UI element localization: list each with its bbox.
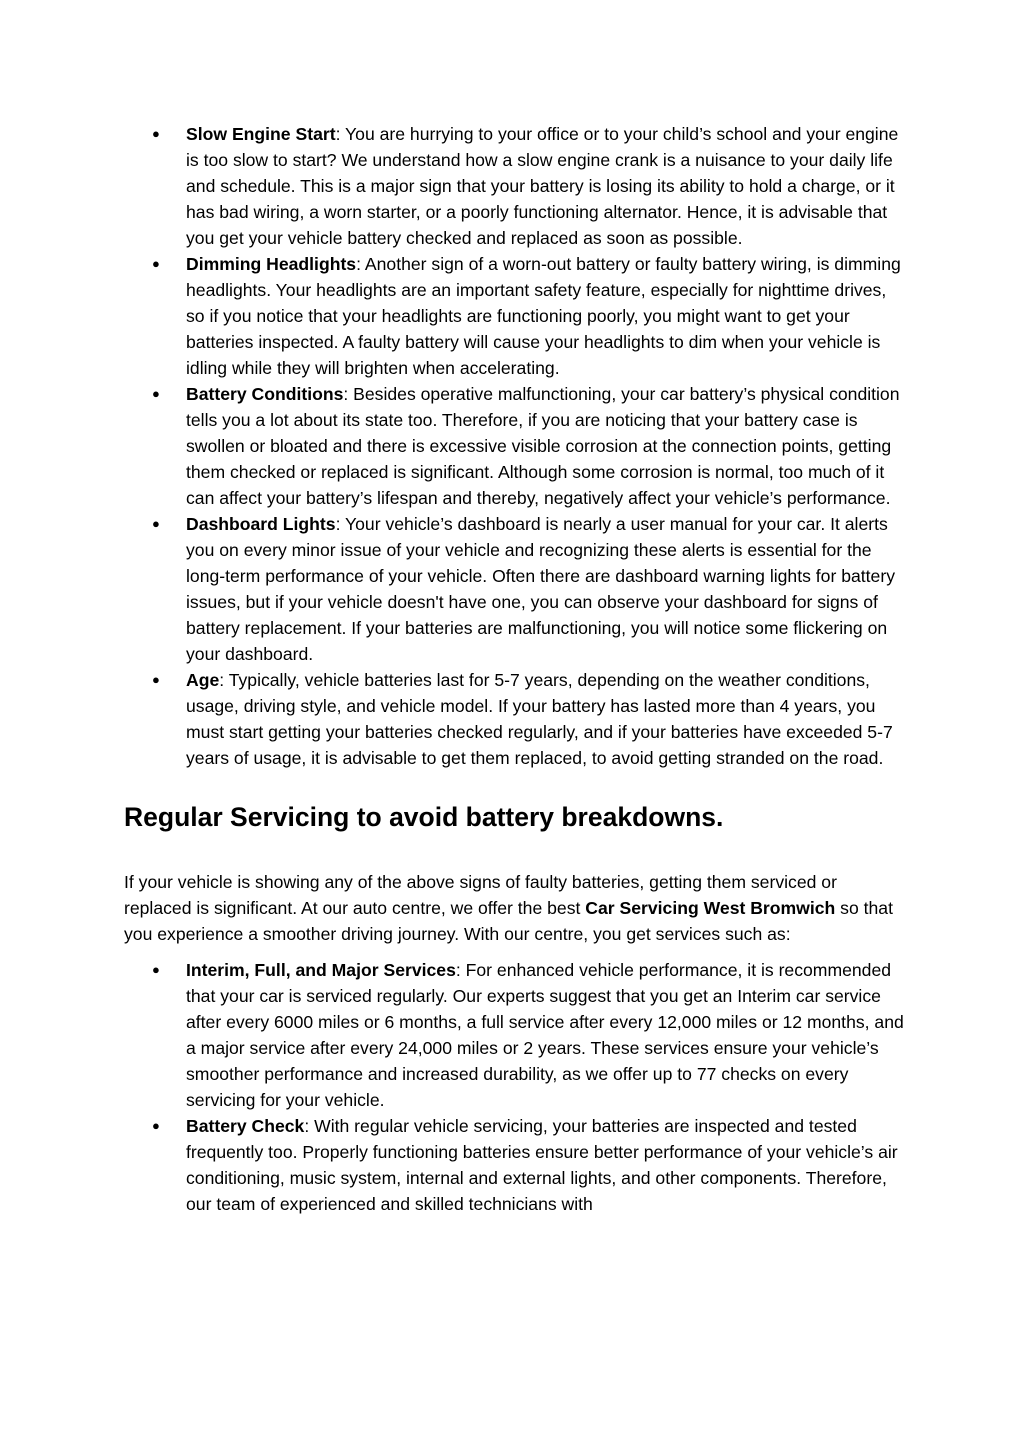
document-page (124, 121, 904, 1217)
intro-service-link-text: Car Servicing West Bromwich (585, 898, 836, 918)
signs-list (124, 121, 904, 771)
item-text: : Besides operative malfunctioning, your car battery’s physical condition tells you a lot about its state too. Therefore, if you are noticing that your battery case is swollen or bloated and there is excessive visible corrosion at the connection points, getting them checked or replaced is significant. Although some corrosion is normal, too much of it can affect your battery’s lifespan and thereby, negatively affect your vehicle’s performance. (186, 384, 900, 508)
list-item (152, 121, 904, 251)
bullet-icon: ● (152, 672, 160, 687)
bullet-icon: ● (152, 1118, 160, 1133)
intro-text-after: so that you experience a smoother driving journey. With our centre, you get services such as: (124, 898, 893, 944)
services-list (124, 957, 904, 1217)
item-text: : You are hurrying to your office or to your child’s school and your engine is too slow to start? We understand how a slow engine crank is a nuisance to your daily life and schedule. This is a major sign that your battery is losing its ability to hold a charge, or it has bad wiring, a worn starter, or a poorly functioning alternator. Hence, it is advisable that you get your vehicle battery checked and replaced as soon as possible. (186, 124, 899, 248)
bullet-icon: ● (152, 256, 160, 271)
list-item (152, 251, 904, 381)
item-term: Dashboard Lights (186, 514, 336, 534)
intro-paragraph (124, 869, 904, 947)
bullet-icon: ● (152, 386, 160, 401)
item-term: Battery Conditions (186, 384, 344, 404)
list-item (152, 381, 904, 511)
section-heading: Regular Servicing to avoid battery breakdowns. (124, 802, 724, 832)
item-term: Battery Check (186, 1116, 305, 1136)
item-text: : Your vehicle’s dashboard is nearly a user manual for your car. It alerts you on every minor issue of your vehicle and recognizing these alerts is essential for the long-term performance of your vehicle. Often there are dashboard warning lights for battery issues, but if your vehicle doesn't have one, you can observe your dashboard for signs of battery replacement. If your batteries are malfunctioning, you will notice some flickering on your dashboard. (186, 514, 895, 664)
list-item (152, 511, 904, 667)
item-text: : Typically, vehicle batteries last for 5-7 years, depending on the weather conditions, usage, driving style, and vehicle model. If your battery has lasted more than 4 years, you must start getting your batteries checked regularly, and if your batteries have exceeded 5-7 years of usage, it is advisable to get them replaced, to avoid getting stranded on the road. (186, 670, 893, 768)
item-text: : With regular vehicle servicing, your batteries are inspected and tested frequently too. Properly functioning batteries ensure better performance of your vehicle’s air conditioning, music system, internal and external lights, and other components. Therefore, our team of experienced and skilled technicians with (186, 1116, 898, 1214)
list-item (152, 667, 904, 771)
item-text: : Another sign of a worn-out battery or faulty battery wiring, is dimming headlights. Your headlights are an important safety feature, especially for nighttime drives, so if you notice that your headlights are functioning poorly, you might want to get your batteries inspected. A faulty battery will cause your headlights to dim when your vehicle is idling while they will brighten when accelerating. (186, 254, 901, 378)
intro-text-before: If your vehicle is showing any of the above signs of faulty batteries, getting them serviced or replaced is significant. At our auto centre, we offer the best (124, 872, 837, 918)
bullet-icon: ● (152, 962, 160, 977)
bullet-icon: ● (152, 516, 160, 531)
item-term: Dimming Headlights (186, 254, 357, 274)
item-term: Interim, Full, and Major Services (186, 960, 456, 980)
list-item (152, 957, 904, 1113)
item-term: Age (186, 670, 220, 690)
item-text: : For enhanced vehicle performance, it is recommended that your car is serviced regularly. Our experts suggest that you get an Interim car service after every 6000 miles or 6 months, a full service after every 12,000 miles or 12 months, and a major service after every 24,000 miles or 2 years. These services ensure your vehicle’s smoother performance and increased durability, as we offer up to 77 checks on every servicing for your vehicle. (186, 960, 904, 1110)
bullet-icon: ● (152, 126, 160, 141)
list-item (152, 1113, 904, 1217)
item-term: Slow Engine Start (186, 124, 336, 144)
